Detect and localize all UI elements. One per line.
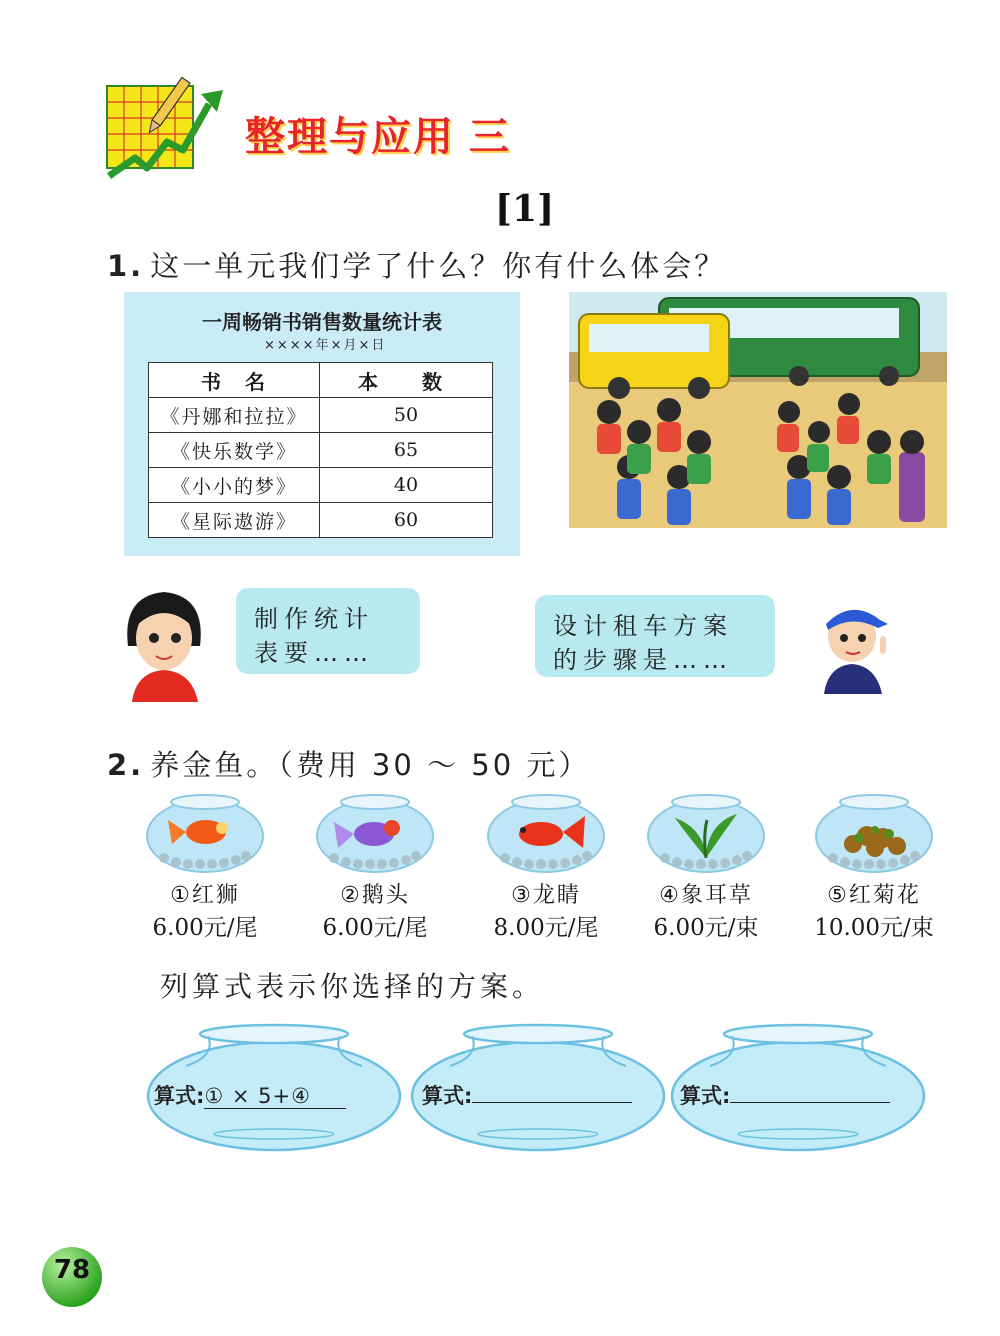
fish-option-2 [300,792,450,942]
plant-bowl-icon [813,792,935,874]
statistics-table [148,362,493,538]
table-header-row [149,363,493,398]
book-name-cell: 《小小的梦》 [149,468,320,503]
goldfish-bowl-icon [314,792,436,874]
plant-option-label: ⑤红菊花 [827,883,921,908]
book-count-cell: 50 [320,398,493,433]
formula-answer-field[interactable]: ① × 5+④ [204,1084,346,1109]
title-text: 整理与应用 [245,114,455,160]
question-2-text: 养金鱼。（费用 30 ～ 50 元） [150,748,591,782]
table-row [149,433,493,468]
page-title [245,105,511,162]
fish-option-label: ③龙睛 [511,883,581,908]
fish-option-label: ①红狮 [170,883,240,908]
goldfish-bowl-icon [144,792,266,874]
answer-bowl-1 [146,1022,402,1157]
bubble-left-line-1: 制作统计 [254,605,374,633]
instruction-text: 列算式表示你选择的方案。 [160,970,545,1003]
girl-character-icon [118,586,210,702]
formula-answer-field[interactable] [472,1102,632,1103]
plant-option-5 [799,792,949,942]
question-2 [107,743,590,784]
formula-1 [154,1080,346,1110]
book-count-cell: 65 [320,433,493,468]
page-number: 78 [53,1255,91,1285]
question-1-text: 这一单元我们学了什么？你有什么体会？ [150,249,727,283]
fish-option-label: ②鹅头 [340,883,410,908]
fish-option-price: 8.00元/尾 [493,915,599,941]
table-date: ××××年×月×日 [264,338,387,353]
book-name-cell: 《丹娜和拉拉》 [149,398,320,433]
section-label: [1] [495,188,555,230]
question-2-number: 2. [107,748,145,782]
speech-bubble-left [236,588,420,674]
book-count-cell: 40 [320,468,493,503]
plant-bowl-icon [645,792,767,874]
question-1 [107,244,726,285]
formula-3 [680,1080,890,1110]
table-row [149,468,493,503]
book-count-cell: 60 [320,503,493,538]
chart-pencil-logo-icon [105,72,230,182]
fish-option-1 [130,792,280,942]
table-row [149,398,493,433]
answer-bowl-2 [410,1022,666,1157]
book-name-cell: 《快乐数学》 [149,433,320,468]
answer-bowl-3 [670,1022,926,1157]
fish-option-price: 6.00元/尾 [152,915,258,941]
goldfish-bowl-icon [485,792,607,874]
title-number: 三 [469,114,511,160]
book-name-cell: 《星际遨游》 [149,503,320,538]
boy-character-icon [812,594,892,694]
plant-option-label: ④象耳草 [659,883,753,908]
formula-2 [422,1080,632,1110]
header-book-name: 书 名 [149,363,320,398]
formula-label: 算式: [154,1084,205,1108]
table-row [149,503,493,538]
plant-option-4 [631,792,781,942]
bubble-right-line-1: 设计租车方案 [553,612,733,640]
table-title: 一周畅销书销售数量统计表 [202,310,442,334]
bubble-left-line-2: 表要…… [254,639,374,667]
formula-label: 算式: [422,1084,473,1108]
header-count: 本 数 [320,363,493,398]
bubble-right-line-2: 的步骤是…… [553,646,733,674]
fish-option-3 [471,792,621,942]
fish-option-price: 6.00元/尾 [322,915,428,941]
statistics-table-panel [124,292,520,556]
plant-option-price: 10.00元/束 [814,915,934,941]
question-1-number: 1. [107,249,145,283]
formula-answer-field[interactable] [730,1102,890,1103]
bus-boarding-illustration [569,292,947,528]
plant-option-price: 6.00元/束 [653,915,759,941]
formula-label: 算式: [680,1084,731,1108]
speech-bubble-right [535,595,775,677]
